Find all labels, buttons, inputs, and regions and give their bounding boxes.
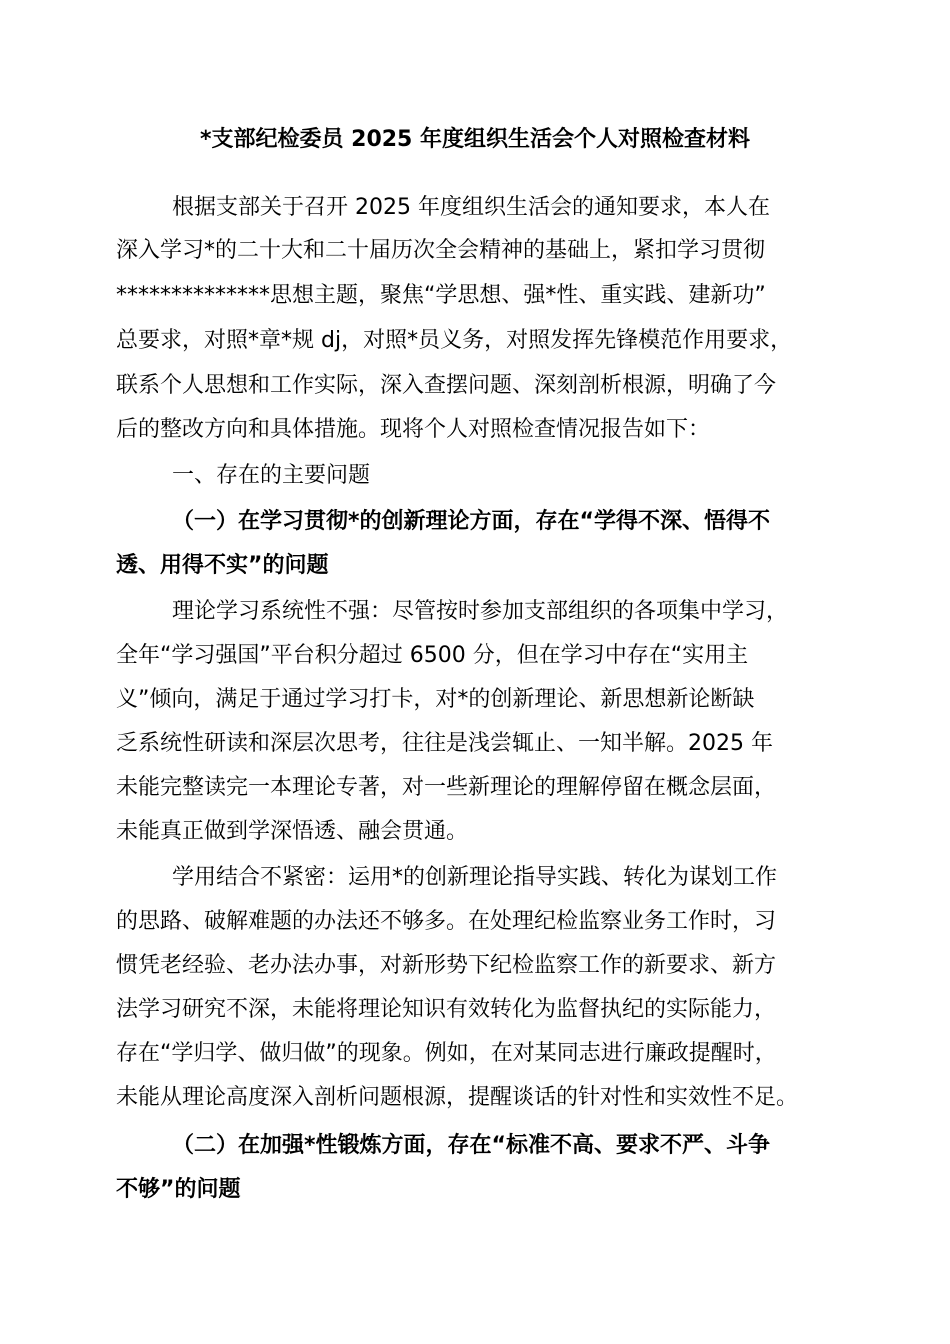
paragraph-2-line-1: 学用结合不紧密：运用*的创新理论指导实践、转化为谋划工作: [172, 865, 778, 890]
paragraph-1-line-2: 全年“学习强国”平台积分超过 6500 分，但在学习中存在“实用主: [116, 643, 749, 668]
paragraph-1-line-3: 义”倾向，满足于通过学习打卡，对*的创新理论、新思想新论断缺: [116, 687, 755, 712]
document-title: *支部纪检委员 2025 年度组织生活会个人对照检查材料: [199, 127, 751, 152]
section-heading: 一、存在的主要问题: [172, 463, 371, 488]
paragraph-2-line-3: 惯凭老经验、老办法办事，对新形势下纪检监察工作的新要求、新方: [116, 953, 777, 978]
intro-line-5: 联系个人思想和工作实际，深入查摆问题、深刻剖析根源，明确了今: [116, 373, 777, 398]
subheading-2-line-1: （二）在加强*性锻炼方面，存在“标准不高、要求不严、斗争: [172, 1133, 770, 1158]
intro-line-3: **************思想主题，聚焦“学思想、强*性、重实践、建新功”: [116, 283, 766, 308]
intro-line-2: 深入学习*的二十大和二十届历次全会精神的基础上，紧扣学习贯彻: [116, 238, 766, 263]
subheading-1-line-2: 透、用得不实”的问题: [116, 553, 329, 578]
paragraph-1-line-5: 未能完整读完一本理论专著，对一些新理论的理解停留在概念层面，: [116, 775, 777, 800]
paragraph-1-line-6: 未能真正做到学深悟透、融会贯通。: [116, 819, 469, 844]
paragraph-2-line-2: 的思路、破解难题的办法还不够多。在处理纪检监察业务工作时，习: [116, 909, 777, 934]
paragraph-2-line-6: 未能从理论高度深入剖析问题根源，提醒谈话的针对性和实效性不足。: [116, 1085, 799, 1110]
paragraph-2-line-5: 存在“学归学、做归做”的现象。例如，在对某同志进行廉政提醒时，: [116, 1041, 777, 1066]
subheading-2-line-2: 不够”的问题: [116, 1177, 241, 1202]
intro-line-4: 总要求，对照*章*规 dj，对照*员义务，对照发挥先锋模范作用要求，: [116, 328, 793, 353]
subheading-1-line-1: （一）在学习贯彻*的创新理论方面，存在“学得不深、悟得不: [172, 509, 770, 534]
intro-line-1: 根据支部关于召开 2025 年度组织生活会的通知要求，本人在: [172, 195, 770, 220]
paragraph-1-line-4: 乏系统性研读和深层次思考，往往是浅尝辄止、一知半解。2025 年: [116, 731, 773, 756]
paragraph-2-line-4: 法学习研究不深，未能将理论知识有效转化为监督执纪的实际能力，: [116, 997, 777, 1022]
paragraph-1-line-1: 理论学习系统性不强：尽管按时参加支部组织的各项集中学习，: [172, 599, 789, 624]
intro-line-6: 后的整改方向和具体措施。现将个人对照检查情况报告如下：: [116, 417, 711, 442]
